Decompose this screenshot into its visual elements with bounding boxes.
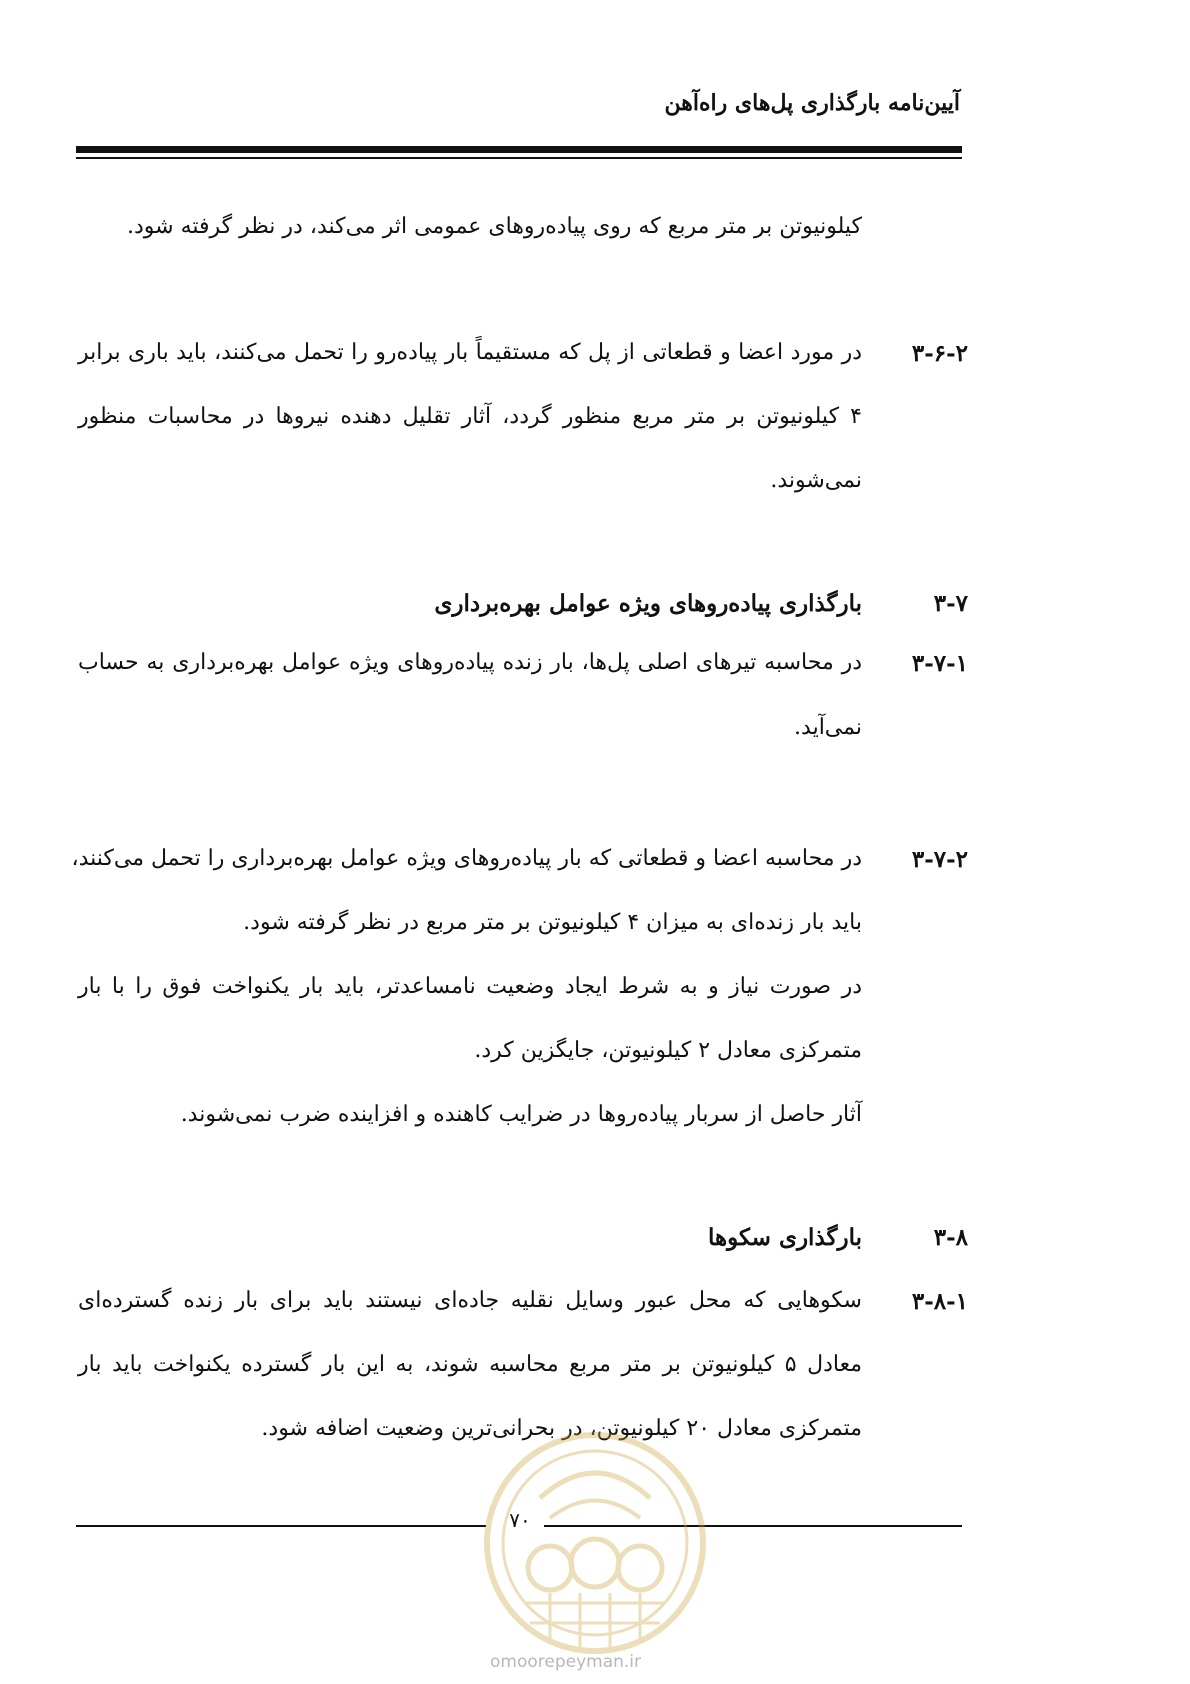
watermark-seal-icon	[480, 1428, 710, 1658]
section-number-3-7: ۳-۷	[933, 590, 968, 617]
section-number-3-7-1: ۳-۷-۱	[911, 650, 968, 677]
paragraph-line: متمرکزی معادل ۲۰ کیلونیوتن، در بحرانی‌ترین وضعیت اضافه شود.	[261, 1416, 862, 1441]
paragraph-line: سکوهایی که محل عبور وسایل نقلیه جاده‌ای نیستند باید برای بار زنده گسترده‌ای	[78, 1288, 862, 1313]
page-number: ۷۰	[509, 1508, 531, 1532]
header-rule-thick	[76, 146, 962, 153]
paragraph-line: ۴ کیلونیوتن بر متر مربع منظور گردد، آثار تقلیل دهنده نیروها در محاسبات منظور	[78, 404, 862, 429]
paragraph-line: در محاسبه اعضا و قطعاتی که بار پیاده‌روهای ویژه عوامل بهره‌برداری را تحمل می‌کنند،	[71, 846, 862, 871]
section-heading: بارگذاری سکوها	[707, 1224, 862, 1251]
paragraph-line: نمی‌شوند.	[770, 468, 862, 493]
section-number-3-8-1: ۳-۸-۱	[911, 1288, 968, 1315]
paragraph-line: در مورد اعضا و قطعاتی از پل که مستقیماً بار پیاده‌رو را تحمل می‌کنند، باید باری برابر	[78, 340, 862, 365]
paragraph-line: در صورت نیاز و به شرط ایجاد وضعیت نامساعدتر، باید بار یکنواخت فوق را با بار	[78, 974, 862, 999]
paragraph-line: باید بار زنده‌ای به میزان ۴ کیلونیوتن بر متر مربع در نظر گرفته شود.	[243, 910, 862, 935]
paragraph-line: آثار حاصل از سربار پیاده‌روها در ضرایب کاهنده و افزاینده ضرب نمی‌شوند.	[180, 1102, 862, 1127]
section-heading: بارگذاری پیاده‌روهای ویژه عوامل بهره‌برداری	[434, 590, 862, 617]
section-number-3-6-2: ۳-۶-۲	[911, 340, 968, 367]
header-rule-thin	[76, 157, 962, 159]
continuation-line: کیلونیوتن بر متر مربع که روی پیاده‌روهای عمومی اثر می‌کند، در نظر گرفته شود.	[126, 214, 862, 239]
header-title: آیین‌نامه بارگذاری پل‌های راه‌آهن	[664, 90, 960, 116]
paragraph-line: متمرکزی معادل ۲ کیلونیوتن، جایگزین کرد.	[474, 1038, 862, 1063]
section-number-3-8: ۳-۸	[933, 1224, 968, 1251]
section-number-3-7-2: ۳-۷-۲	[911, 846, 968, 873]
paragraph-line: نمی‌آید.	[794, 715, 862, 740]
watermark-url: omoorepeyman.ir	[490, 1652, 642, 1672]
paragraph-line: در محاسبه تیرهای اصلی پل‌ها، بار زنده پیاده‌روهای ویژه عوامل بهره‌برداری به حساب	[78, 650, 862, 675]
footer-rule-left	[76, 1525, 486, 1527]
paragraph-line: معادل ۵ کیلونیوتن بر متر مربع محاسبه شوند، به این بار گسترده یکنواخت باید بار	[78, 1352, 862, 1377]
